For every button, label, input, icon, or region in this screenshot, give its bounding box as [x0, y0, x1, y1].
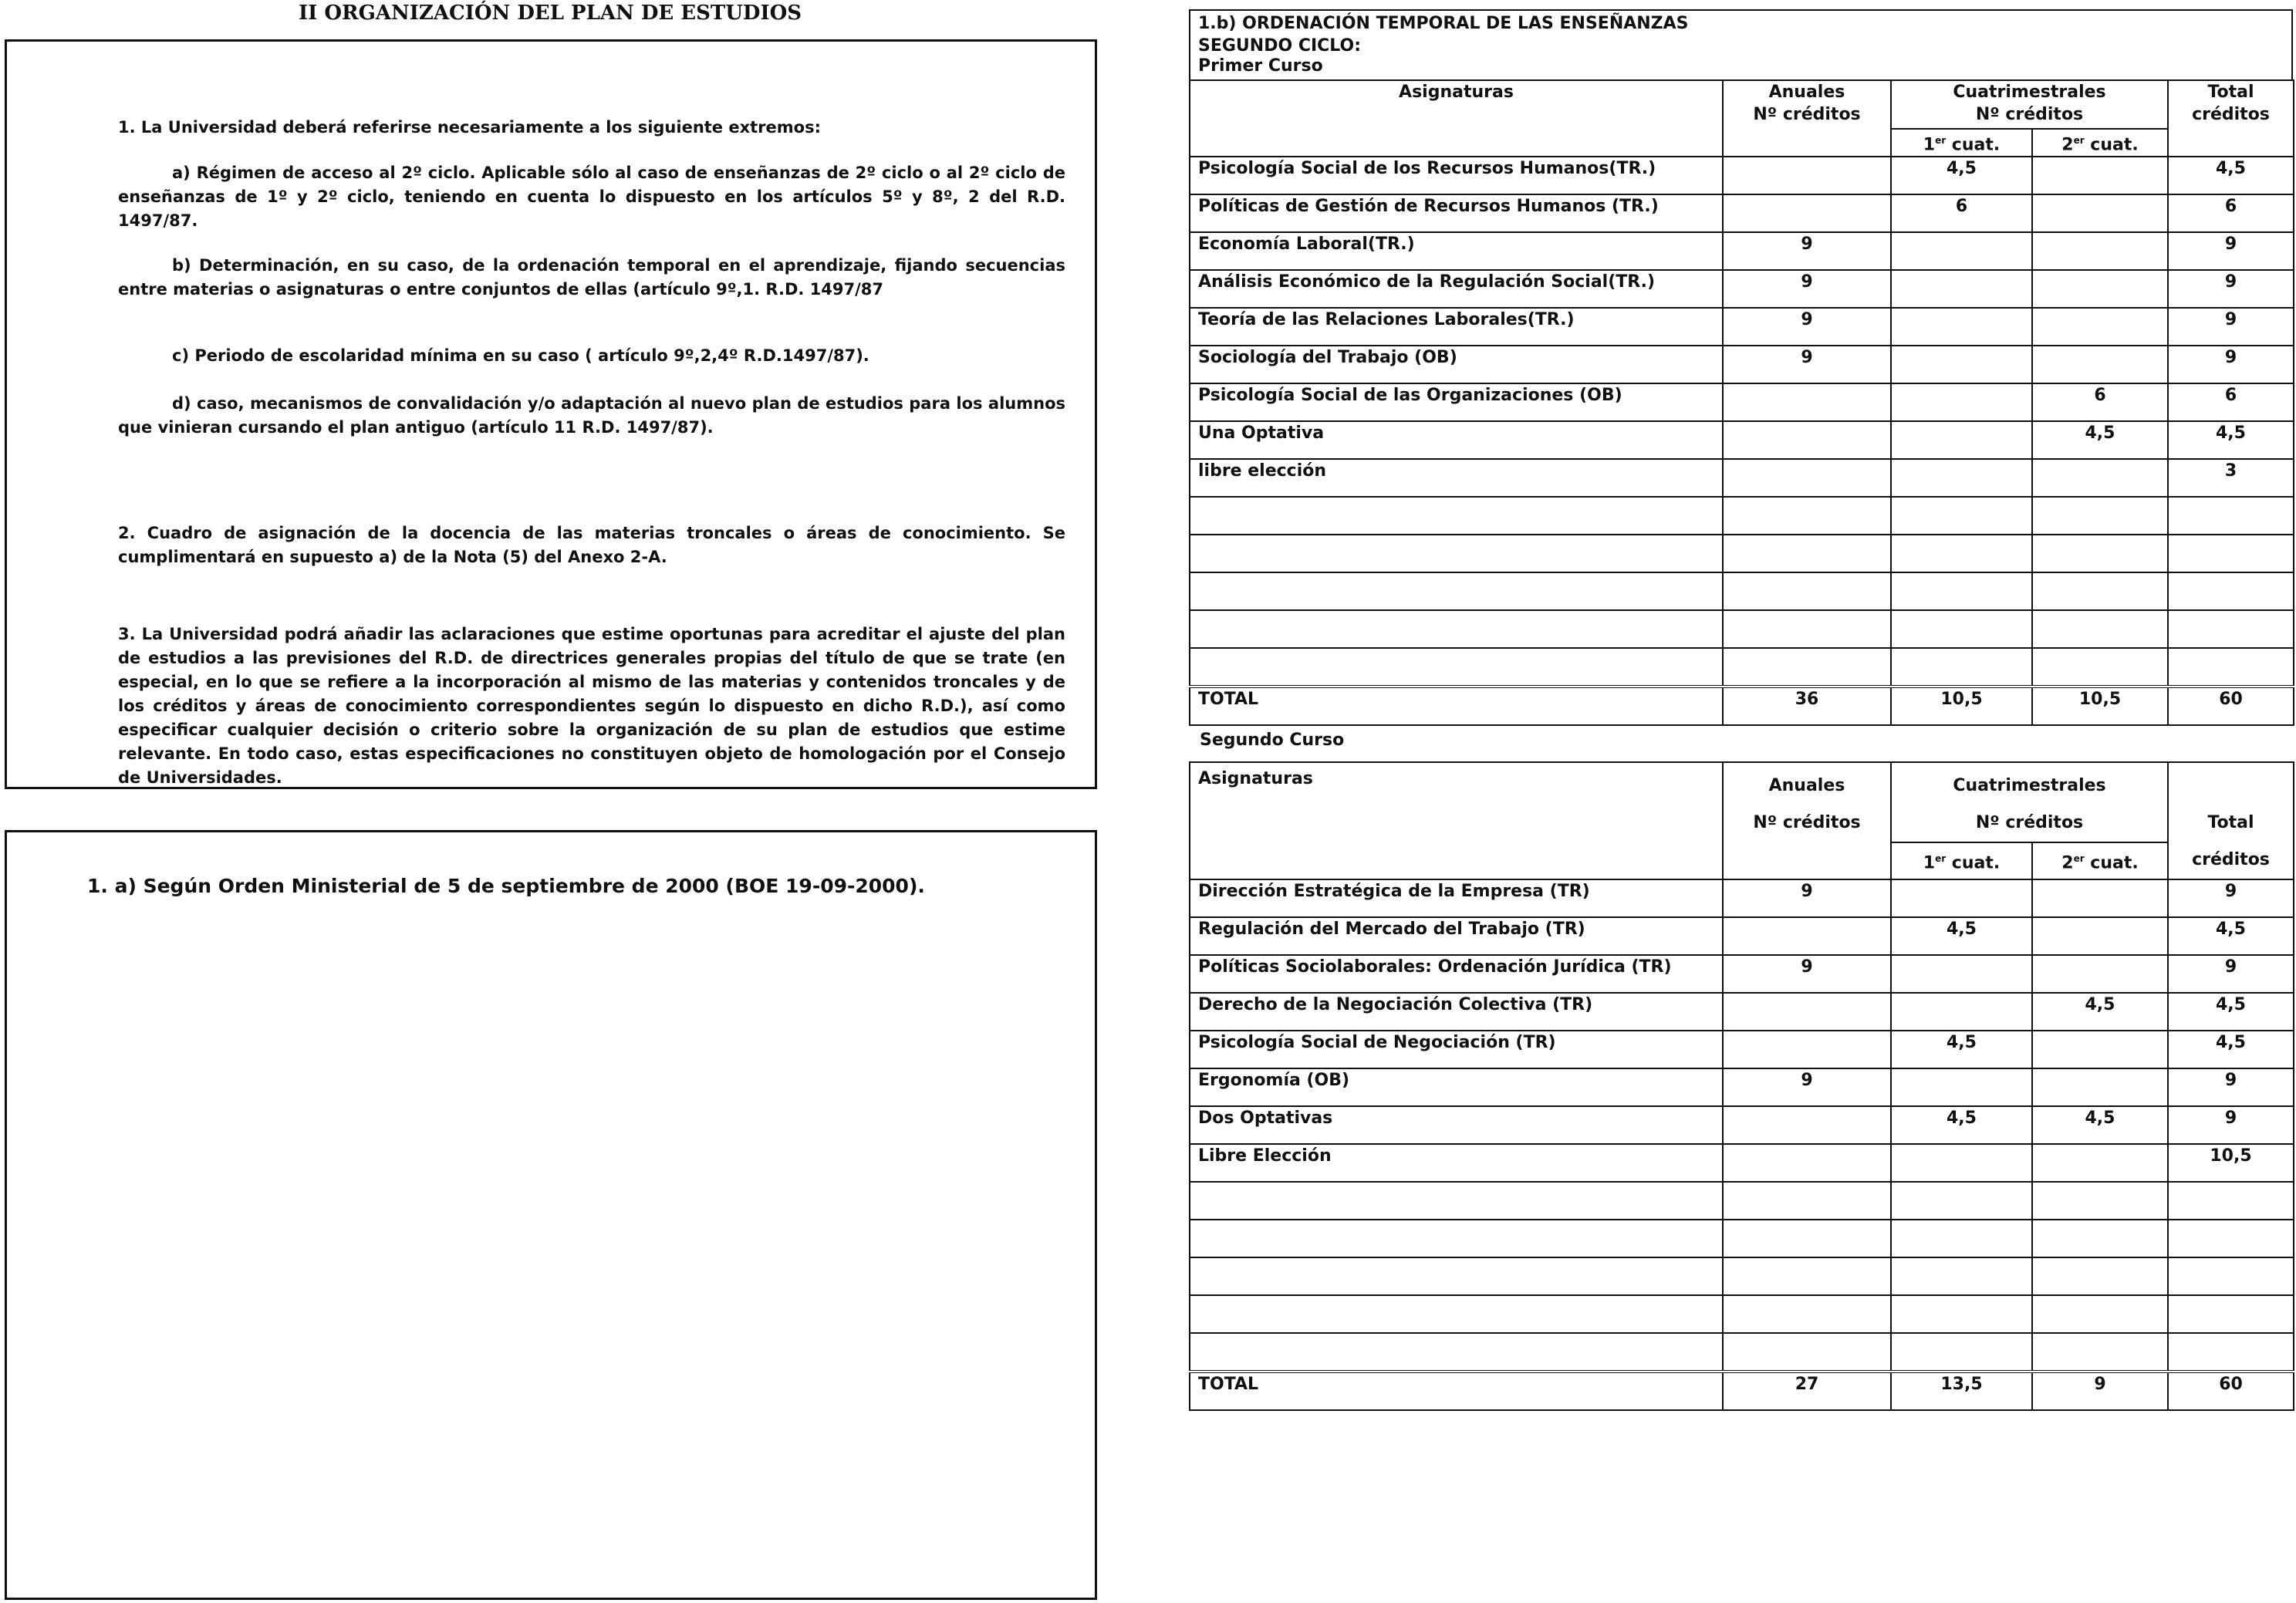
cuat2-cell: [2032, 346, 2168, 383]
total-cell: 9: [2168, 1068, 2294, 1106]
segundo-curso-table: [1189, 761, 2294, 1411]
total-cell: 6: [2168, 194, 2294, 232]
ordinal-suffix: er: [1935, 852, 1947, 864]
anuales-cell: [1723, 917, 1891, 955]
cuat2-cell: [2032, 572, 2168, 610]
cuat1-cell: [1891, 232, 2032, 270]
header-cuatrimestrales: [1891, 80, 2168, 129]
table-row: [1190, 459, 2294, 497]
total-cell: 9: [2168, 879, 2294, 917]
total-row: [1190, 687, 2294, 725]
cuat2-cell: [2032, 270, 2168, 308]
item-2: 2. Cuadro de asignación de la docencia de las materias troncales o áreas de conocimiento. Se cumplimentará en supuesto a) de la Nota (5) del Anexo 2-A.: [118, 524, 1065, 566]
table-row: [1190, 308, 2294, 346]
subject-cell: Dirección Estratégica de la Empresa (TR): [1190, 879, 1723, 917]
header-anuales: [1723, 762, 1891, 879]
cuat1-cell: [1891, 1333, 2032, 1372]
total-cell: [2168, 535, 2294, 572]
header-cuatri-label: Cuatrimestrales: [1953, 83, 2106, 102]
header-anuales-label: Anuales: [1768, 776, 1845, 795]
empty-row: [1190, 497, 2294, 535]
cuat1-cell: [1891, 1182, 2032, 1220]
empty-row: [1190, 648, 2294, 687]
anuales-cell: [1723, 383, 1891, 421]
page-title: II ORGANIZACIÓN DEL PLAN DE ESTUDIOS: [298, 2, 802, 25]
subject-cell: libre elección: [1190, 459, 1723, 497]
ordinal: 2: [2061, 135, 2074, 155]
cuat1-cell: [1891, 1144, 2032, 1182]
anuales-cell: [1723, 459, 1891, 497]
cuat1-cell: 4,5: [1891, 157, 2032, 194]
table-row: [1190, 1031, 2294, 1068]
header-1er-cuat: [1891, 129, 2032, 157]
cuat2-cell: [2032, 955, 2168, 993]
empty-row: [1190, 1220, 2294, 1257]
cuat1-cell: 13,5: [1891, 1372, 2032, 1410]
total-cell: 9: [2168, 955, 2294, 993]
header-anuales-sub: Nº créditos: [1753, 813, 1861, 832]
subject-cell: [1190, 1220, 1723, 1257]
item-1a: a) Régimen de acceso al 2º ciclo. Aplicable sólo al caso de enseñanzas de 2º ciclo o al 2º ciclo de enseñanzas de 1º y 2º ciclo, teniendo en cuenta lo dispuesto en los artículos 5º y 8º, 2 del R.D. 1497/87.: [118, 164, 1065, 230]
subject-cell: [1190, 648, 1723, 687]
empty-row: [1190, 1257, 2294, 1295]
total-cell: 10,5: [2168, 1144, 2294, 1182]
item-1c: c) Periodo de escolaridad mínima en su caso ( artículo 9º,2,4º R.D.1497/87).: [172, 346, 869, 365]
total-cell: 4,5: [2168, 1031, 2294, 1068]
header-anuales: [1723, 80, 1891, 157]
cuat1-cell: 4,5: [1891, 917, 2032, 955]
item-3: 3. La Universidad podrá añadir las aclaraciones que estime oportunas para acreditar el ajuste del plan de estudios a las previsiones del R.D. de directrices generales propias del título de que se trate (en especial, en lo que se refiere a la incorporación al mismo de las materias y contenidos troncales y de los créditos y áreas de conocimiento correspondientes según lo dispuesto en dicho R.D.), así como especificar cualquier decisión o criterio sobre la organización de su plan de estudios que estime relevante. En todo caso, estas especificaciones no constituyen objeto de homologación por el Consejo de Universidades.: [118, 625, 1065, 787]
anuales-cell: [1723, 648, 1891, 687]
cuat2-cell: 6: [2032, 383, 2168, 421]
table-row: [1190, 421, 2294, 459]
total-cell: [2168, 1257, 2294, 1295]
cuat2-cell: [2032, 497, 2168, 535]
cuat2-cell: [2032, 308, 2168, 346]
header-anuales-sub: Nº créditos: [1753, 105, 1861, 124]
header-total-label: Total: [2207, 813, 2254, 832]
cuat1-cell: [1891, 497, 2032, 535]
header-asignaturas: Asignaturas: [1190, 80, 1723, 157]
cuat1-cell: 6: [1891, 194, 2032, 232]
cuat-label: cuat.: [1946, 853, 2001, 873]
item-1: 1. La Universidad deberá referirse necesariamente a los siguiente extremos:: [118, 118, 821, 137]
anuales-cell: 9: [1723, 270, 1891, 308]
subject-cell: [1190, 1182, 1723, 1220]
cuat2-cell: [2032, 1333, 2168, 1372]
header-cuatri-label: Cuatrimestrales: [1953, 776, 2106, 795]
total-cell: 9: [2168, 1106, 2294, 1144]
anuales-cell: [1723, 572, 1891, 610]
anuales-cell: [1723, 1106, 1891, 1144]
table-row: [1190, 194, 2294, 232]
header-total: [2168, 762, 2294, 879]
cuat2-cell: [2032, 1031, 2168, 1068]
cuat1-cell: [1891, 955, 2032, 993]
table-row: [1190, 270, 2294, 308]
empty-row: [1190, 610, 2294, 648]
cuat1-cell: [1891, 1295, 2032, 1333]
table-row: [1190, 917, 2294, 955]
total-row: [1190, 1372, 2294, 1410]
cuat1-cell: [1891, 572, 2032, 610]
table-row: [1190, 1068, 2294, 1106]
anuales-cell: [1723, 1295, 1891, 1333]
cuat1-cell: [1891, 346, 2032, 383]
table-row: [1190, 955, 2294, 993]
anuales-cell: [1723, 610, 1891, 648]
table-row: [1190, 383, 2294, 421]
subject-cell: [1190, 535, 1723, 572]
cuat2-cell: [2032, 1257, 2168, 1295]
ordinal: 1: [1923, 135, 1936, 155]
header-2er-cuat: [2032, 129, 2168, 157]
subject-cell: Psicología Social de las Organizaciones (OB): [1190, 383, 1723, 421]
subject-cell: Políticas de Gestión de Recursos Humanos (TR.): [1190, 194, 1723, 232]
total-cell: [2168, 648, 2294, 687]
total-cell: 9: [2168, 346, 2294, 383]
item-1b: b) Determinación, en su caso, de la ordenación temporal en el aprendizaje, fijando secuencias entre materias o asignaturas o entre conjuntos de ellas (artículo 9º,1. R.D. 1497/87: [118, 256, 1065, 299]
cuat2-cell: [2032, 648, 2168, 687]
total-cell: 3: [2168, 459, 2294, 497]
cuat2-cell: 10,5: [2032, 687, 2168, 725]
cuat1-cell: [1891, 1257, 2032, 1295]
total-cell: 9: [2168, 270, 2294, 308]
subject-cell: [1190, 497, 1723, 535]
subject-cell: Teoría de las Relaciones Laborales(TR.): [1190, 308, 1723, 346]
header-cuatrimestrales: [1891, 762, 2168, 842]
section-heading: [1189, 9, 2293, 80]
ordinal-suffix: er: [1935, 135, 1947, 146]
cuat1-cell: [1891, 1068, 2032, 1106]
cuat1-cell: [1891, 383, 2032, 421]
cuat2-cell: [2032, 610, 2168, 648]
item-1d: d) caso, mecanismos de convalidación y/o adaptación al nuevo plan de estudios para los alumnos que vinieran cursando el plan antiguo (artículo 11 R.D. 1497/87).: [118, 394, 1065, 437]
subject-cell: Ergonomía (OB): [1190, 1068, 1723, 1106]
cuat1-cell: [1891, 308, 2032, 346]
cuat2-cell: [2032, 232, 2168, 270]
anuales-cell: [1723, 993, 1891, 1031]
anuales-cell: [1723, 157, 1891, 194]
cuat2-cell: 4,5: [2032, 421, 2168, 459]
total-cell: 4,5: [2168, 157, 2294, 194]
table-row: [1190, 879, 2294, 917]
heading-ordenacion: 1.b) ORDENACIÓN TEMPORAL DE LAS ENSEÑANZAS: [1198, 14, 1689, 33]
subject-cell: Derecho de la Negociación Colectiva (TR): [1190, 993, 1723, 1031]
anuales-cell: 9: [1723, 232, 1891, 270]
anuales-cell: [1723, 1257, 1891, 1295]
header-total: [2168, 80, 2294, 157]
cuat2-cell: [2032, 535, 2168, 572]
empty-row: [1190, 572, 2294, 610]
subject-cell: TOTAL: [1190, 687, 1723, 725]
cuat2-cell: 4,5: [2032, 993, 2168, 1031]
subject-cell: [1190, 1333, 1723, 1372]
total-cell: [2168, 1333, 2294, 1372]
subject-cell: Psicología Social de los Recursos Humanos(TR.): [1190, 157, 1723, 194]
subject-cell: Libre Elección: [1190, 1144, 1723, 1182]
cuat2-cell: [2032, 1295, 2168, 1333]
anuales-cell: [1723, 1031, 1891, 1068]
anuales-cell: 9: [1723, 346, 1891, 383]
cuat2-cell: [2032, 194, 2168, 232]
cuat2-cell: [2032, 1220, 2168, 1257]
cuat2-cell: [2032, 1068, 2168, 1106]
subject-cell: [1190, 610, 1723, 648]
cuat2-cell: [2032, 1182, 2168, 1220]
anuales-cell: [1723, 1144, 1891, 1182]
ordinal: 2: [2061, 853, 2074, 873]
cuat-label: cuat.: [2084, 135, 2139, 155]
header-cuatri-sub: Nº créditos: [1975, 813, 2084, 832]
subject-cell: Una Optativa: [1190, 421, 1723, 459]
header-asignaturas: Asignaturas: [1190, 762, 1723, 879]
total-cell: 60: [2168, 1372, 2294, 1410]
cuat2-cell: [2032, 459, 2168, 497]
cuat2-cell: [2032, 917, 2168, 955]
anuales-cell: [1723, 1182, 1891, 1220]
header-anuales-label: Anuales: [1768, 83, 1845, 102]
header-total-label: Total: [2207, 83, 2254, 102]
heading-primer-curso: Primer Curso: [1198, 56, 1323, 76]
total-cell: [2168, 610, 2294, 648]
subject-cell: [1190, 1295, 1723, 1333]
total-cell: 4,5: [2168, 993, 2294, 1031]
total-cell: 4,5: [2168, 917, 2294, 955]
total-cell: 60: [2168, 687, 2294, 725]
anuales-cell: 9: [1723, 955, 1891, 993]
table-row: [1190, 1144, 2294, 1182]
anuales-cell: [1723, 194, 1891, 232]
cuat1-cell: [1891, 270, 2032, 308]
table-row: [1190, 993, 2294, 1031]
header-2er-cuat: [2032, 842, 2168, 879]
total-cell: [2168, 1295, 2294, 1333]
anuales-cell: 9: [1723, 1068, 1891, 1106]
cuat2-cell: 4,5: [2032, 1106, 2168, 1144]
ordinal-suffix: er: [2073, 135, 2085, 146]
cuat-label: cuat.: [1946, 135, 2001, 155]
cuat1-cell: [1891, 459, 2032, 497]
subject-cell: Sociología del Trabajo (OB): [1190, 346, 1723, 383]
anuales-cell: 9: [1723, 308, 1891, 346]
anuales-cell: [1723, 497, 1891, 535]
total-cell: [2168, 1220, 2294, 1257]
cuat2-cell: [2032, 1144, 2168, 1182]
header-cuatri-sub: Nº créditos: [1975, 105, 2084, 124]
subject-cell: TOTAL: [1190, 1372, 1723, 1410]
cuat1-cell: [1891, 879, 2032, 917]
cuat-label: cuat.: [2084, 853, 2139, 873]
table-row: [1190, 1106, 2294, 1144]
anuales-cell: 9: [1723, 879, 1891, 917]
segundo-curso-label: Segundo Curso: [1200, 731, 1345, 750]
cuat1-cell: [1891, 421, 2032, 459]
table-row: [1190, 346, 2294, 383]
cuat1-cell: 4,5: [1891, 1031, 2032, 1068]
total-cell: 9: [2168, 232, 2294, 270]
empty-row: [1190, 1295, 2294, 1333]
ordinal: 1: [1923, 853, 1936, 873]
cuat1-cell: [1891, 648, 2032, 687]
header-1er-cuat: [1891, 842, 2032, 879]
subject-cell: Políticas Sociolaborales: Ordenación Jurídica (TR): [1190, 955, 1723, 993]
cuat1-cell: 4,5: [1891, 1106, 2032, 1144]
header-total-sub: créditos: [2192, 850, 2270, 869]
total-cell: [2168, 1182, 2294, 1220]
empty-row: [1190, 535, 2294, 572]
anuales-cell: 27: [1723, 1372, 1891, 1410]
instructions-box: [5, 39, 1097, 789]
subject-cell: Psicología Social de Negociación (TR): [1190, 1031, 1723, 1068]
anuales-cell: [1723, 1333, 1891, 1372]
subject-cell: [1190, 572, 1723, 610]
cuat1-cell: [1891, 610, 2032, 648]
ordinal-suffix: er: [2073, 852, 2085, 864]
table-row: [1190, 157, 2294, 194]
subject-cell: Regulación del Mercado del Trabajo (TR): [1190, 917, 1723, 955]
empty-row: [1190, 1182, 2294, 1220]
subject-cell: Dos Optativas: [1190, 1106, 1723, 1144]
anuales-cell: 36: [1723, 687, 1891, 725]
total-cell: 6: [2168, 383, 2294, 421]
total-cell: 4,5: [2168, 421, 2294, 459]
anuales-cell: [1723, 535, 1891, 572]
cuat2-cell: 9: [2032, 1372, 2168, 1410]
cuat1-cell: [1891, 1220, 2032, 1257]
ministerial-order-note: 1. a) Según Orden Ministerial de 5 de septiembre de 2000 (BOE 19-09-2000).: [87, 875, 925, 897]
subject-cell: [1190, 1257, 1723, 1295]
heading-segundo-ciclo: SEGUNDO CICLO:: [1198, 36, 1362, 56]
header-total-sub: créditos: [2192, 105, 2270, 124]
table-row: [1190, 232, 2294, 270]
anuales-cell: [1723, 421, 1891, 459]
subject-cell: Economía Laboral(TR.): [1190, 232, 1723, 270]
cuat1-cell: [1891, 993, 2032, 1031]
cuat1-cell: [1891, 535, 2032, 572]
cuat2-cell: [2032, 879, 2168, 917]
total-cell: 9: [2168, 308, 2294, 346]
primer-curso-table: [1189, 79, 2294, 726]
empty-row: [1190, 1333, 2294, 1372]
note-box: [5, 830, 1097, 1600]
cuat1-cell: 10,5: [1891, 687, 2032, 725]
anuales-cell: [1723, 1220, 1891, 1257]
total-cell: [2168, 497, 2294, 535]
subject-cell: Análisis Económico de la Regulación Social(TR.): [1190, 270, 1723, 308]
total-cell: [2168, 572, 2294, 610]
cuat2-cell: [2032, 157, 2168, 194]
